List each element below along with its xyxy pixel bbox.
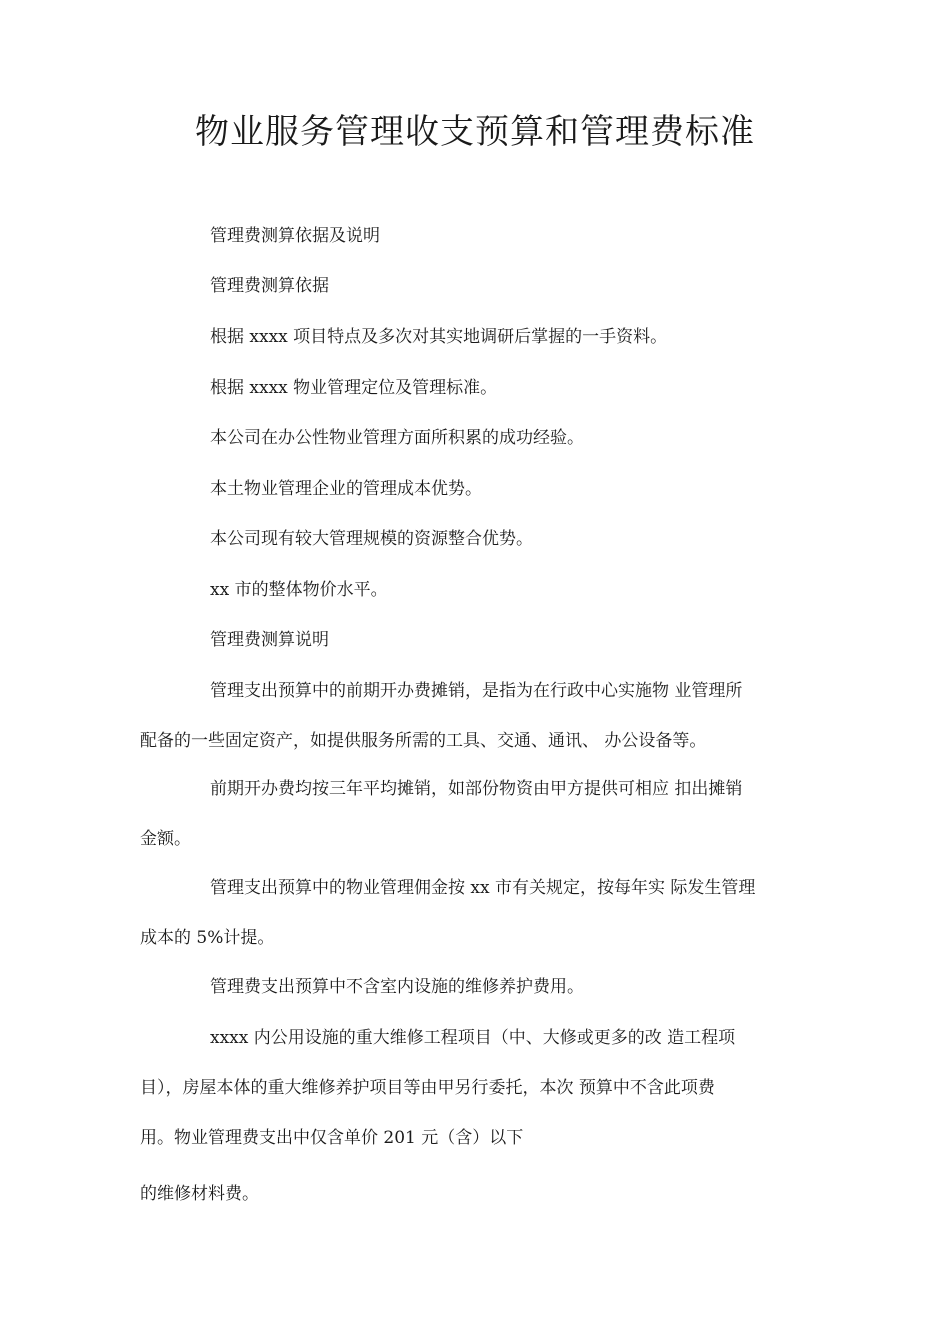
notes-paragraph-5-line-3: 用。物业管理费支出中仅含单价 201 元（含）以下 bbox=[140, 1128, 524, 1148]
basis-item-3: 本公司在办公性物业管理方面所积累的成功经验。 bbox=[210, 428, 584, 448]
section-heading-basis-and-notes: 管理费测算依据及说明 bbox=[210, 226, 380, 246]
notes-paragraph-1-line-2: 配备的一些固定资产，如提供服务所需的工具、交通、通讯、 办公设备等。 bbox=[140, 731, 707, 751]
document-title: 物业服务管理收支预算和管理费标准 bbox=[195, 112, 755, 152]
basis-item-1: 根据 xxxx 项目特点及多次对其实地调研后掌握的一手资料。 bbox=[210, 327, 668, 347]
notes-paragraph-5-line-1: xxxx 内公用设施的重大维修工程项目（中、大修或更多的改 造工程项 bbox=[210, 1028, 736, 1048]
notes-paragraph-4: 管理费支出预算中不含室内设施的维修养护费用。 bbox=[210, 977, 584, 997]
notes-paragraph-3-line-2: 成本的 5%计提。 bbox=[140, 928, 275, 948]
basis-item-4: 本土物业管理企业的管理成本优势。 bbox=[210, 479, 482, 499]
notes-paragraph-1-line-1: 管理支出预算中的前期开办费摊销，是指为在行政中心实施物 业管理所 bbox=[210, 681, 743, 701]
notes-paragraph-5-line-2: 目），房屋本体的重大维修养护项目等由甲另行委托，本次 预算中不含此项费 bbox=[140, 1078, 715, 1098]
basis-item-5: 本公司现有较大管理规模的资源整合优势。 bbox=[210, 529, 533, 549]
basis-item-6: xx 市的整体物价水平。 bbox=[210, 580, 388, 600]
notes-paragraph-5-line-4: 的维修材料费。 bbox=[140, 1184, 259, 1204]
notes-paragraph-2-line-1: 前期开办费均按三年平均摊销，如部份物资由甲方提供可相应 扣出摊销 bbox=[210, 779, 743, 799]
subsection-heading-basis: 管理费测算依据 bbox=[210, 276, 329, 296]
notes-paragraph-3-line-1: 管理支出预算中的物业管理佣金按 xx 市有关规定，按每年实 际发生管理 bbox=[210, 878, 756, 898]
basis-item-2: 根据 xxxx 物业管理定位及管理标准。 bbox=[210, 378, 498, 398]
notes-paragraph-2-line-2: 金额。 bbox=[140, 829, 191, 849]
subsection-heading-notes: 管理费测算说明 bbox=[210, 630, 329, 650]
